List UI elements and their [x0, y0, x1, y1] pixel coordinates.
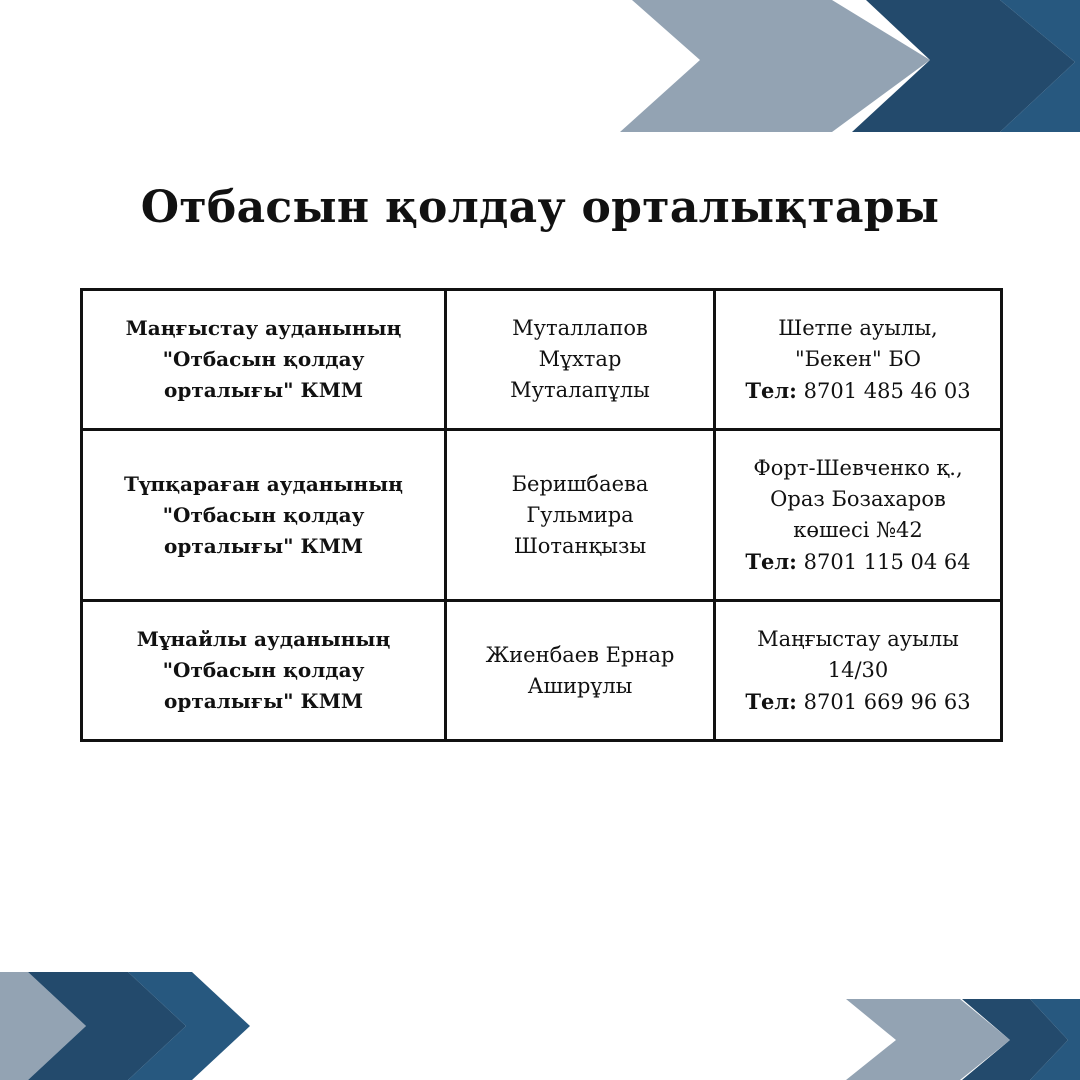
person-line: Шотанқызы — [513, 533, 647, 558]
address-cell — [715, 430, 1002, 601]
phone-number: 8701 115 04 64 — [803, 549, 971, 574]
org-line: орталығы" КММ — [164, 533, 363, 558]
person-line: Муталлапов — [512, 316, 648, 340]
person-line: Муталапұлы — [510, 378, 650, 402]
person-line: Мұхтар — [538, 347, 622, 371]
address-line: Форт-Шевченко қ., — [753, 455, 963, 480]
address-cell — [715, 601, 1002, 741]
person-cell — [446, 290, 715, 430]
org-cell — [82, 601, 446, 741]
address-line: Ораз Бозахаров — [770, 486, 946, 511]
org-line: орталығы" КММ — [164, 689, 363, 713]
org-line: "Отбасын қолдау — [162, 658, 365, 682]
person-line: Аширұлы — [527, 673, 633, 698]
org-line: "Отбасын қолдау — [162, 347, 365, 371]
person-line: Беришбаева — [511, 471, 649, 496]
phone-line — [726, 686, 990, 718]
address-line: Шетпе ауылы, — [778, 315, 938, 340]
org-cell — [82, 430, 446, 601]
address-line: көшесі №42 — [793, 517, 923, 542]
person-line: Жиенбаев Ернар — [485, 642, 675, 667]
phone-number: 8701 485 46 03 — [803, 378, 971, 403]
phone-number: 8701 669 96 63 — [803, 689, 971, 714]
phone-label: Тел: — [745, 688, 797, 714]
org-line: Мұнайлы ауданының — [136, 627, 391, 651]
table-row — [82, 430, 1002, 601]
centers-table — [80, 288, 1003, 742]
address-line: "Бекен" БО — [794, 346, 922, 371]
address-line: Маңғыстау ауылы — [757, 626, 959, 651]
person-line: Гульмира — [526, 502, 634, 527]
org-line: орталығы" КММ — [164, 378, 363, 402]
org-line: "Отбасын қолдау — [162, 502, 365, 527]
phone-line — [726, 375, 990, 407]
org-cell — [82, 290, 446, 430]
address-cell — [715, 290, 1002, 430]
table-row — [82, 290, 1002, 430]
address-line: 14/30 — [827, 657, 889, 682]
org-line: Маңғыстау ауданының — [125, 316, 402, 340]
phone-line — [726, 546, 990, 578]
phone-label: Тел: — [745, 548, 797, 574]
org-line: Түпқараған ауданының — [124, 471, 403, 496]
person-cell — [446, 430, 715, 601]
table-row — [82, 601, 1002, 741]
page-title: Отбасын қолдау орталықтары — [140, 182, 940, 233]
phone-label: Тел: — [745, 377, 797, 403]
person-cell — [446, 601, 715, 741]
